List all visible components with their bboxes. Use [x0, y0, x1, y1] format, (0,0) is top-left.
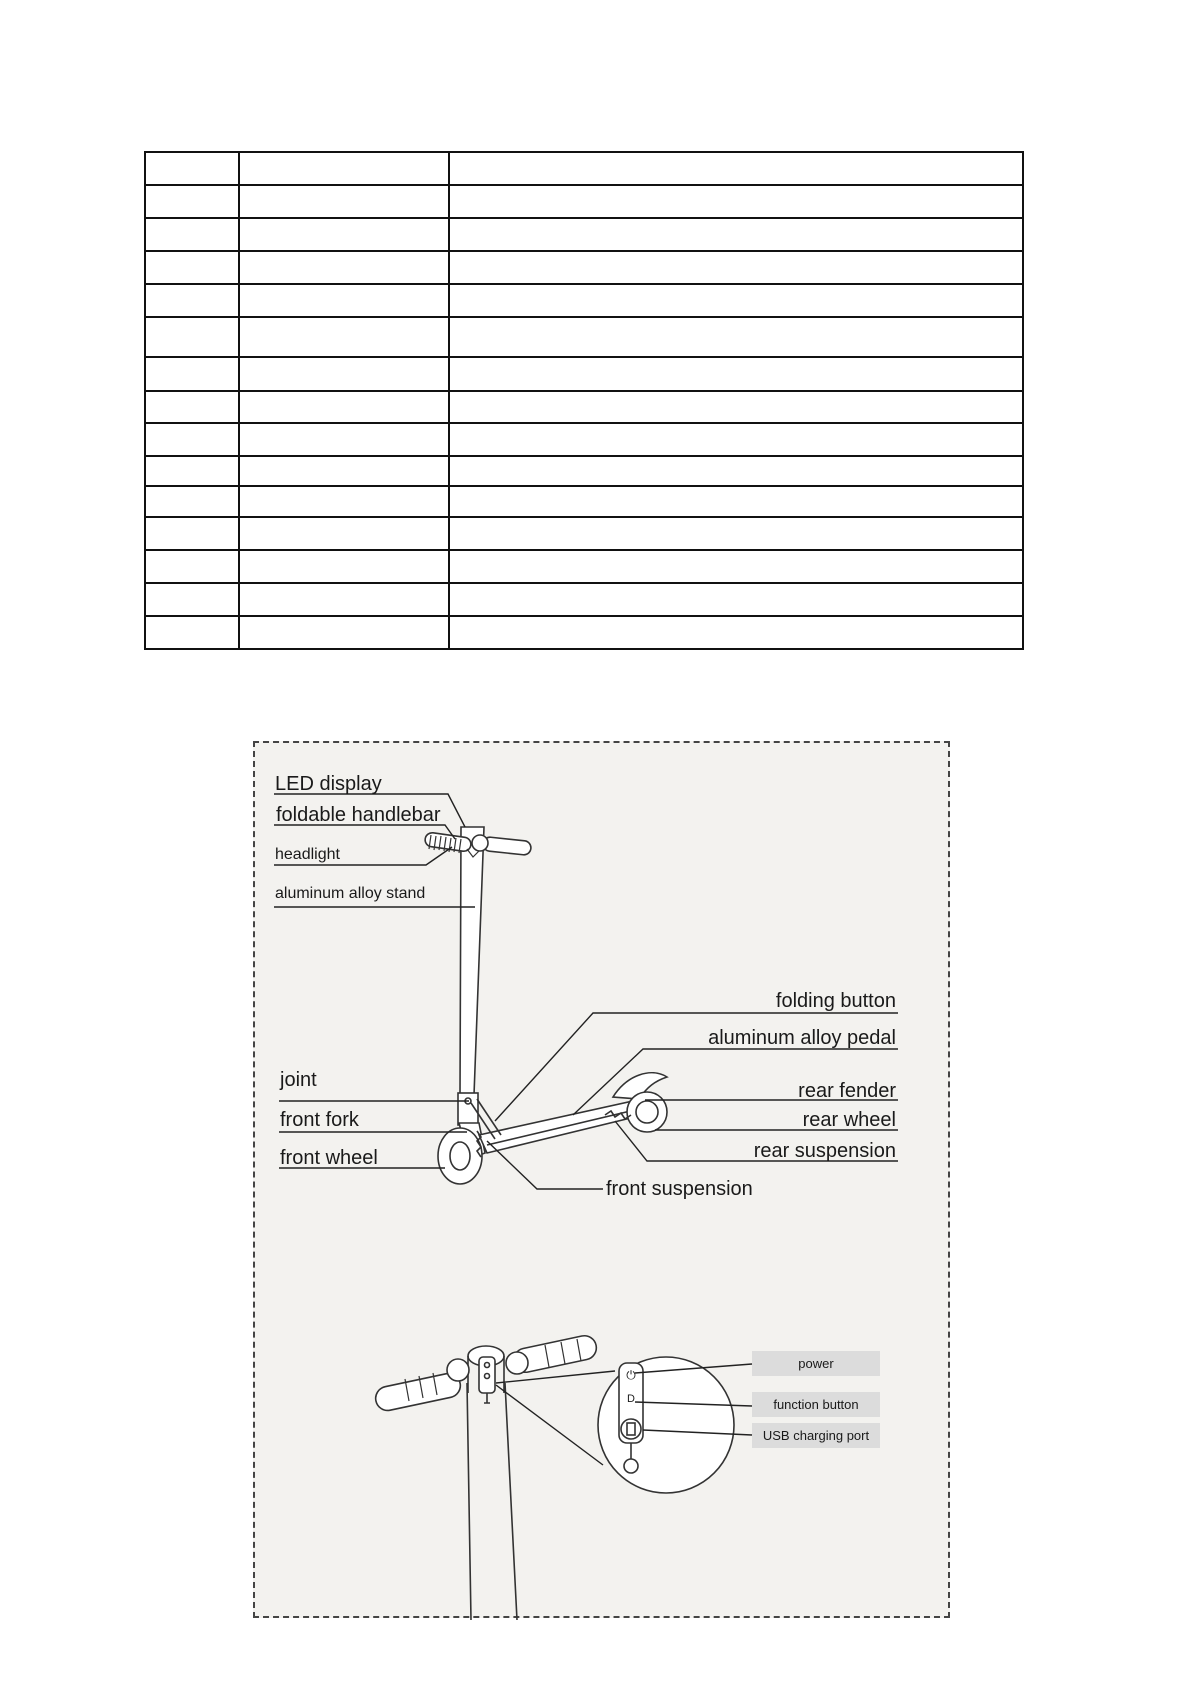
- table-row: [145, 423, 1023, 456]
- table-cell: [239, 357, 449, 391]
- table-cell: [449, 423, 1023, 456]
- table-cell: [145, 185, 239, 218]
- label-function-button: function button: [773, 1397, 859, 1412]
- label-headlight: headlight: [275, 846, 340, 863]
- table-cell: [145, 616, 239, 649]
- table-cell: [449, 185, 1023, 218]
- table-row: [145, 357, 1023, 391]
- table-cell: [449, 152, 1023, 185]
- table-cell: [449, 284, 1023, 317]
- table-cell: [449, 317, 1023, 357]
- label-aluminum-alloy-stand: aluminum alloy stand: [275, 885, 426, 902]
- table-cell: [145, 251, 239, 284]
- table-row: [145, 616, 1023, 649]
- scooter-stem: [460, 827, 484, 1095]
- power-glyph-icon: ⏻: [626, 1368, 636, 1382]
- handlebar-clamp: [472, 835, 488, 851]
- table-cell: [239, 317, 449, 357]
- table-cell: [145, 152, 239, 185]
- closeup-right-clamp: [506, 1352, 528, 1374]
- handlebar-illustration: [373, 1334, 734, 1620]
- table-cell: [449, 616, 1023, 649]
- closeup-stem: [467, 1383, 517, 1620]
- table-row: [145, 456, 1023, 486]
- scooter-illustration: [424, 827, 667, 1184]
- table-row: [145, 218, 1023, 251]
- table-row: [145, 185, 1023, 218]
- function-glyph: D: [627, 1393, 635, 1405]
- table-cell: [145, 550, 239, 583]
- usb-port-ring: [621, 1419, 641, 1439]
- table-row: [145, 284, 1023, 317]
- table-cell: [239, 218, 449, 251]
- label-joint: joint: [280, 1069, 317, 1091]
- table-cell: [449, 583, 1023, 616]
- table-cell: [449, 486, 1023, 517]
- table-cell: [239, 456, 449, 486]
- table-cell: [449, 251, 1023, 284]
- scooter-diagram: [255, 743, 952, 1620]
- table-cell: [239, 583, 449, 616]
- label-rear-fender: rear fender: [798, 1080, 896, 1102]
- label-rear-suspension: rear suspension: [753, 1140, 896, 1162]
- closeup-left-clamp: [447, 1359, 469, 1381]
- table-cell: [239, 616, 449, 649]
- table-cell: [449, 517, 1023, 550]
- label-led-display: LED display: [275, 773, 382, 795]
- table-cell: [145, 357, 239, 391]
- table-cell: [239, 550, 449, 583]
- table-cell: [239, 423, 449, 456]
- table-cell: [449, 218, 1023, 251]
- label-front-suspension: front suspension: [606, 1178, 753, 1200]
- table-cell: [145, 517, 239, 550]
- table-cell: [145, 583, 239, 616]
- zoom-line-lower: [496, 1385, 603, 1465]
- table-cell: [239, 185, 449, 218]
- diagram-panel: [253, 741, 950, 1618]
- label-foldable-handlebar: foldable handlebar: [276, 804, 441, 826]
- label-folding-button: folding button: [775, 990, 896, 1012]
- front-wheel: [438, 1128, 482, 1184]
- upper-labels: [275, 773, 896, 1200]
- table-cell: [239, 251, 449, 284]
- table-cell: [449, 391, 1023, 423]
- table-row: [145, 517, 1023, 550]
- table-cell: [449, 456, 1023, 486]
- table-cell: [239, 152, 449, 185]
- table-cell: [145, 317, 239, 357]
- table-cell: [449, 357, 1023, 391]
- deck-underside: [487, 1109, 639, 1145]
- table-cell: [239, 391, 449, 423]
- table-cell: [145, 284, 239, 317]
- label-aluminum-alloy-pedal: aluminum alloy pedal: [708, 1027, 896, 1049]
- table-row: [145, 317, 1023, 357]
- closeup-key: [484, 1393, 490, 1403]
- right-grip: [482, 837, 531, 856]
- table-cell: [239, 517, 449, 550]
- label-front-fork: front fork: [280, 1109, 359, 1131]
- table-row: [145, 251, 1023, 284]
- table-cell: [145, 486, 239, 517]
- table-cell: [449, 550, 1023, 583]
- table-cell: [145, 456, 239, 486]
- table-cell: [145, 391, 239, 423]
- label-rear-wheel: rear wheel: [802, 1109, 896, 1131]
- table-row: [145, 391, 1023, 423]
- label-front-wheel: front wheel: [280, 1147, 378, 1169]
- table-cell: [239, 486, 449, 517]
- rear-wheel: [627, 1092, 667, 1132]
- table-row: [145, 152, 1023, 185]
- spec-table: [144, 151, 1024, 650]
- table-cell: [239, 284, 449, 317]
- label-power: power: [798, 1356, 834, 1371]
- label-usb-charging-port: USB charging port: [762, 1428, 870, 1443]
- table-row: [145, 583, 1023, 616]
- table-row: [145, 550, 1023, 583]
- table-cell: [145, 423, 239, 456]
- table-row: [145, 486, 1023, 517]
- table-cell: [145, 218, 239, 251]
